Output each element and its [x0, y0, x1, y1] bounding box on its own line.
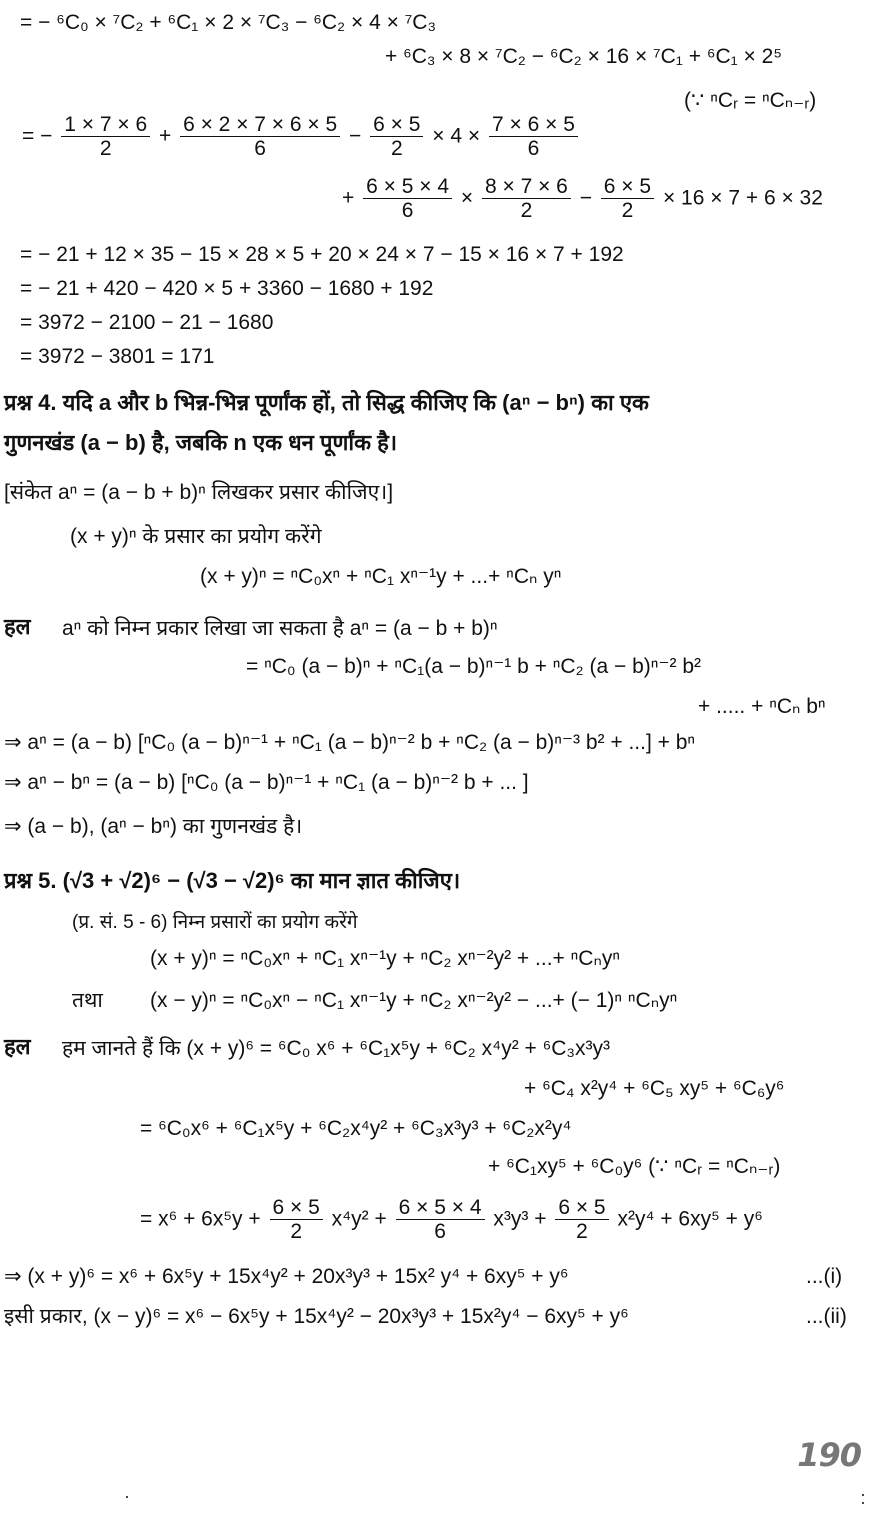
expansion-formula-2: (x − y)ⁿ = ⁿC₀xⁿ − ⁿC₁ xⁿ⁻¹y + ⁿC₂ xⁿ⁻²y² − ...+ (− 1)ⁿ ⁿCₙyⁿ	[150, 989, 678, 1012]
calc-line-1: = − ⁶C₀ × ⁷C₂ + ⁶C₁ × 2 × ⁷C₃ − ⁶C₂ × 4 × ⁷C₃	[20, 11, 437, 34]
calc-line-9: = 3972 − 3801 = 171	[20, 345, 215, 368]
fraction-2: $\frac{6 \times 2 \times 7 \times 6 \times 5}{6}$	[180, 113, 340, 161]
fraction-7: $\frac{6 \times 5}{2}$	[601, 175, 654, 223]
q5-solution-line-2: + ⁶C₄ x²y⁴ + ⁶C₅ xy⁵ + ⁶C₆y⁶	[524, 1077, 785, 1100]
term-c: x³y³ +	[493, 1207, 547, 1231]
multiplier: × 4 ×	[432, 124, 481, 148]
fraction-1: $\frac{1 \times 7 \times 6}{2}$	[61, 113, 150, 161]
solution-line-4: ⇒ aⁿ = (a − b) [ⁿC₀ (a − b)ⁿ⁻¹ + ⁿC₁ (a − b)ⁿ⁻² b + ⁿC₂ (a − b)ⁿ⁻³ b² + ...] + bⁿ	[4, 731, 696, 754]
fraction-6: $\frac{8 \times 7 \times 6}{2}$	[482, 175, 571, 223]
calc-line-6: = − 21 + 12 × 35 − 15 × 28 × 5 + 20 × 24 × 7 − 15 × 16 × 7 + 192	[20, 243, 624, 266]
term-a: = x⁶ + 6x⁵y +	[140, 1207, 261, 1231]
calc-line-8: = 3972 − 2100 − 21 − 1680	[20, 311, 274, 334]
term-d: x²y⁴ + 6xy⁵ + y⁶	[617, 1207, 763, 1231]
property-note: (∵ ⁿCᵣ = ⁿCₙ₋ᵣ)	[684, 89, 817, 112]
fraction-line-2: + $\frac{6 \times 5 \times 4}{6}$ × $\frac{8 \times 7 \times 6}{2}$ − $\frac{6 \times 5}{2}$ × 16 × 7 + 6 × 32	[342, 175, 823, 223]
fraction-g3: $\frac{6 \times 5}{2}$	[555, 1196, 608, 1244]
result-ii: इसी प्रकार, (x − y)⁶ = x⁶ − 6x⁵y + 15x⁴y² − 20x³y³ + 15x²y⁴ − 6xy⁵ + y⁶	[4, 1305, 629, 1328]
solution-label-2: हल	[4, 1034, 31, 1059]
fraction-line-2-tail: × 16 × 7 + 6 × 32	[662, 186, 823, 210]
fraction-5: $\frac{6 \times 5 \times 4}{6}$	[363, 175, 452, 223]
scan-speck-1	[126, 1496, 128, 1498]
solution-line-2: = ⁿC₀ (a − b)ⁿ + ⁿC₁(a − b)ⁿ⁻¹ b + ⁿC₂ (a − b)ⁿ⁻² b²	[246, 655, 702, 678]
solution-line-5: ⇒ aⁿ − bⁿ = (a − b) [ⁿC₀ (a − b)ⁿ⁻¹ + ⁿC₁ (a − b)ⁿ⁻² b + ... ]	[4, 771, 529, 794]
calc-line-2: + ⁶C₃ × 8 × ⁷C₂ − ⁶C₂ × 16 × ⁷C₁ + ⁶C₁ × 2⁵	[385, 45, 783, 68]
plus-sign: +	[342, 186, 355, 210]
solution-line-6: ⇒ (a − b), (aⁿ − bⁿ) का गुणनखंड है।	[4, 815, 303, 838]
question-4-line-1: प्रश्न 4. यदि a और b भिन्न-भिन्न पूर्णांक हों, तो सिद्ध कीजिए कि (aⁿ − bⁿ) का एक	[4, 390, 649, 415]
hint: [संकेत aⁿ = (a − b + b)ⁿ लिखकर प्रसार कीजिए।]	[4, 481, 394, 504]
q5-solution-line-1: हम जानते हैं कि (x + y)⁶ = ⁶C₀ x⁶ + ⁶C₁x⁵y + ⁶C₂ x⁴y² + ⁶C₃x³y³	[62, 1037, 610, 1060]
q5-solution-line-3: = ⁶C₀x⁶ + ⁶C₁x⁵y + ⁶C₂x⁴y² + ⁶C₃x³y³ + ⁶C₂x²y⁴	[140, 1117, 572, 1140]
question-4-line-2: गुणनखंड (a − b) है, जबकि n एक धन पूर्णांक है।	[4, 430, 398, 455]
tatha-label: तथा	[72, 989, 103, 1012]
scan-speck-3	[862, 1502, 864, 1504]
question-5: प्रश्न 5. (√3 + √2)⁶ − (√3 − √2)⁶ का मान ज्ञात कीजिए।	[4, 868, 461, 893]
fraction-g2: $\frac{6 \times 5 \times 4}{6}$	[396, 1196, 485, 1244]
expansion-formula-1: (x + y)ⁿ = ⁿC₀xⁿ + ⁿC₁ xⁿ⁻¹y + ⁿC₂ xⁿ⁻²y² + ...+ ⁿCₙyⁿ	[150, 947, 620, 970]
q5-fraction-line	[140, 1196, 763, 1244]
solution-line-1: aⁿ को निम्न प्रकार लिखा जा सकता है aⁿ = (a − b + b)ⁿ	[62, 617, 498, 640]
fraction-line-1: = − $\frac{1 \times 7 \times 6}{2}$ + $\frac{6 \times 2 \times 7 \times 6 \times 5}{6}$ − $\frac{6 \times 5}{2}$ × 4 × $\frac{7 \times 6 \times 5}{6}$	[22, 113, 581, 161]
minus-sign: = −	[22, 124, 53, 148]
result-i-tag: ...(i)	[806, 1265, 843, 1288]
calc-line-7: = − 21 + 420 − 420 × 5 + 3360 − 1680 + 192	[20, 277, 434, 300]
fraction-3: $\frac{6 \times 5}{2}$	[370, 113, 423, 161]
usage-line-2: (x + y)ⁿ = ⁿC₀xⁿ + ⁿC₁ xⁿ⁻¹y + ...+ ⁿCₙ yⁿ	[200, 565, 562, 588]
usage-line-1: (x + y)ⁿ के प्रसार का प्रयोग करेंगे	[70, 525, 322, 548]
result-ii-tag: ...(ii)	[806, 1305, 847, 1328]
term-b: x⁴y² +	[331, 1207, 387, 1231]
scan-speck-2	[862, 1494, 864, 1496]
fraction-4: $\frac{7 \times 6 \times 5}{6}$	[489, 113, 578, 161]
page-number: 190	[797, 1436, 861, 1474]
result-i: ⇒ (x + y)⁶ = x⁶ + 6x⁵y + 15x⁴y² + 20x³y³ + 15x² y⁴ + 6xy⁵ + y⁶	[4, 1265, 569, 1288]
question-5-note: (प्र. सं. 5 - 6) निम्न प्रसारों का प्रयोग करेंगे	[72, 912, 358, 933]
solution-label-1: हल	[4, 614, 31, 639]
solution-line-3: + ..... + ⁿCₙ bⁿ	[698, 695, 826, 718]
fraction-g1: $\frac{6 \times 5}{2}$	[270, 1196, 323, 1244]
q5-solution-line-4: + ⁶C₁xy⁵ + ⁶C₀y⁶ (∵ ⁿCᵣ = ⁿCₙ₋ᵣ)	[488, 1155, 781, 1178]
